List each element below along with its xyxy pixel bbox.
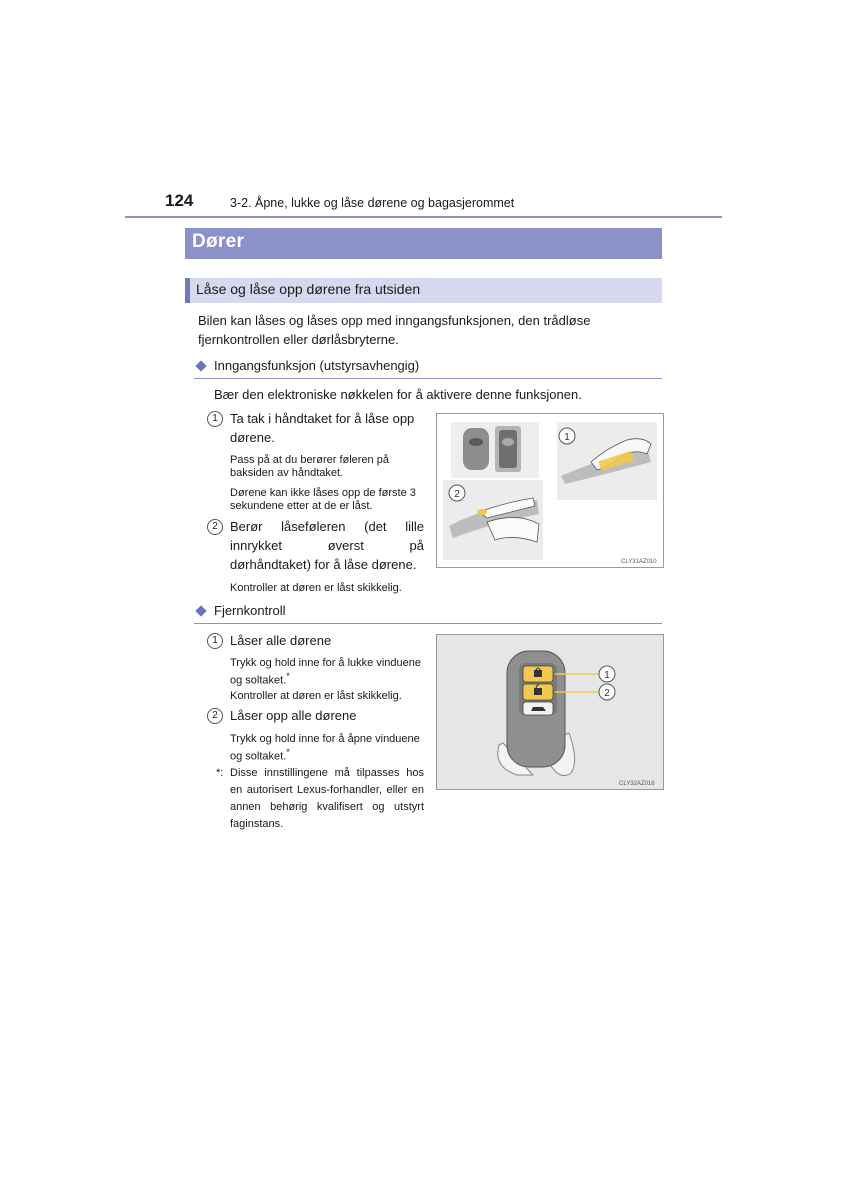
- fig1-callout-2: 2: [454, 489, 460, 500]
- step-number-1-icon: 1: [207, 633, 223, 649]
- remote-step-1-note-b: Kontroller at døren er låst skikkelig.: [230, 690, 402, 702]
- remote-step-2-note: [230, 733, 424, 764]
- door-handle-illustration: [437, 414, 663, 567]
- footnote: Disse innstillingene må tilpasses hos en autorisert Lexus-forhandler, eller en annen behørig kvalifisert og utstyrt faginstans.: [230, 767, 424, 830]
- entry-heading-rule: [194, 378, 662, 379]
- entry-step-1-note-a: Pass på at du berører føleren på baksiden av håndtaket.: [230, 454, 389, 479]
- step-number-2-icon: 2: [207, 708, 223, 724]
- remote-step-2: Låser opp alle dørene: [230, 708, 357, 723]
- remote-step-1-note-a: [230, 657, 424, 688]
- fig1-callout-1: 1: [564, 432, 570, 443]
- step-number-1-icon: 1: [207, 411, 223, 427]
- running-head: 3-2. Åpne, lukke og låse dørene og bagasjerommet: [230, 196, 515, 210]
- remote-heading: Fjernkontroll: [214, 603, 286, 618]
- asterisk-mark: *: [286, 671, 290, 681]
- remote-key-illustration: [437, 635, 663, 789]
- fig1-code: CLY31AZ010: [621, 559, 657, 565]
- step-number-2-icon: 2: [207, 519, 223, 535]
- remote-key-figure: [436, 634, 664, 790]
- entry-lead: Bær den elektroniske nøkkelen for å aktivere denne funksjonen.: [214, 387, 582, 402]
- page-title: Dører: [192, 231, 245, 252]
- fig2-callout-2: 2: [604, 688, 610, 699]
- intro-paragraph: Bilen kan låses og låses opp med inngangsfunksjonen, den trådløse fjernkontrollen eller dørlåsbryterne.: [198, 313, 591, 347]
- header-rule: [125, 216, 722, 218]
- fig2-callout-1: 1: [604, 670, 610, 681]
- entry-heading: Inngangsfunksjon (utstyrsavhengig): [214, 358, 420, 373]
- footnote-mark: *:: [216, 767, 224, 779]
- fig2-code: CLY32AZ016: [619, 781, 655, 787]
- remote-heading-rule: [194, 623, 662, 624]
- remote-step-1-note-a-text: Trykk og hold inne for å lukke vinduene og soltaket.: [230, 657, 421, 687]
- diamond-bullet-icon: [195, 360, 206, 371]
- remote-step-2-note-text: Trykk og hold inne for å åpne vinduene og soltaket.: [230, 733, 420, 763]
- remote-step-1: Låser alle dørene: [230, 633, 332, 648]
- entry-step-1: Ta tak i håndtaket for å låse opp dørene.: [230, 411, 415, 445]
- entry-step-2: Berør låseføleren (det lille innrykket øverst på dørhåndtaket) for å låse dørene.: [230, 519, 424, 572]
- title-bar: [185, 228, 662, 259]
- section-heading-marker: [185, 278, 190, 303]
- door-handle-figure: [436, 413, 664, 568]
- entry-step-1-note-b: Dørene kan ikke låses opp de første 3 sekundene etter at de er låst.: [230, 487, 416, 512]
- page-number: 124: [165, 191, 194, 210]
- asterisk-mark: *: [286, 747, 290, 757]
- section-heading: Låse og låse opp dørene fra utsiden: [196, 281, 421, 297]
- diamond-bullet-icon: [195, 605, 206, 616]
- entry-step-2-note: Kontroller at døren er låst skikkelig.: [230, 582, 402, 594]
